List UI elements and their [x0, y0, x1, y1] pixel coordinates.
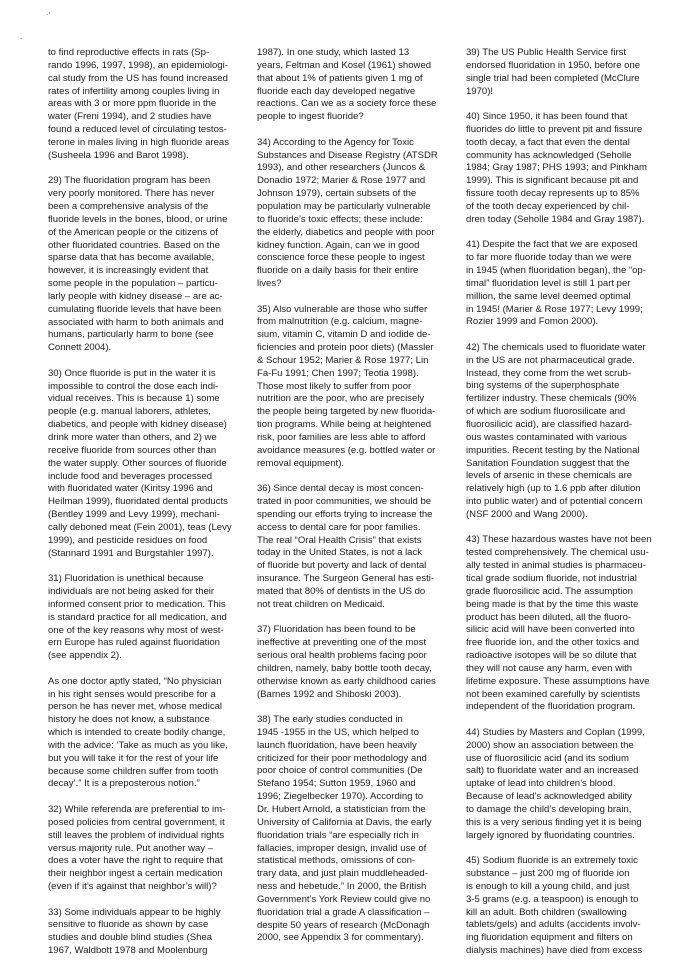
paragraph: 43) These hazardous wastes have not been tested comprehensively. The chemical usu- ally tested in animal studies is pharmaceu- tical grade sodium fluoride, not industrial grade fluorosilicic acid. The assumption being made is that by the time this waste product has been diluted, all the fluoro- silicic acid will have been converted into free fluoride ion, and the other toxics and radioactive isotopes will be so dilute that they will not cause any harm, even with lifetime exposure. These assumptions have not been examined carefully by scientists independent of the fluoridation program. [466, 534, 652, 713]
paragraph: 30) Once fluoride is put in the water it is impossible to control the dose each indi- vidual receives. This is because 1) some people (e.g. manual laborers, athletes, diabetics, and people with kidney disease) drink more water than others, and 2) we receive fluoride from sources other than the water supply. Other sources of fluoride include food and beverages processed with fluoridated water (Kiritsy 1996 and Heilman 1999), fluoridated dental products (Bentley 1999 and Levy 1999), mechani- cally deboned meat (Fein 2001), teas (Levy 1999), and pesticide residues on food (Stannard 1991 and Burgstahler 1997). [48, 367, 232, 559]
paragraph: 1987). In one study, which lasted 13 years, Feltman and Kosel (1961) showed that about 1% of patients given 1 mg of fluoride each day developed negative reactions. Can we as a society force these people to ingest fluoride? [257, 47, 437, 123]
paragraph: 32) While referenda are preferential to im- posed policies from central government, it still leaves the problem of individual rights versus majority rule. Put another way – does a voter have the right to require that their neighbor ingest a certain medication (even if it’s against that neighbor’s will)? [48, 804, 226, 893]
paragraph: 40) Since 1950, it has been found that fluorides do little to prevent pit and fissure tooth decay, a fact that even the dental community has acknowledged (Seholle 1984; Gray 1987; PHS 1993; and Pinkham 1999). This is significant because pit and fissure tooth decay represents up to 85% of the tooth decay experienced by chil- dren today (Seholle 1984 and Gray 1987). [466, 111, 647, 225]
page-mark-left: · [20, 35, 23, 43]
paragraph: 31) Fluoridation is unethical because individuals are not being asked for their informed consent prior to medication. This is standard practice for all medication, and one of the key reasons why most of west- ern Europe has ruled against fluoridation (see appendix 2). [48, 573, 227, 662]
paragraph: 45) Sodium fluoride is an extremely toxic substance – just 200 mg of fluoride ion is enough to kill a young child, and just 3-5 grams (e.g. a teaspoon) is enough to kill an adult. Both children (swallowing tablets/gels) and adults (accidents involv- ing fluoridation equipment and filters on dialysis machines) have died from excess [466, 855, 643, 957]
paragraph: 33) Some individuals appear to be highly sensitive to fluoride as shown by case studies and double blind studies (Shea 1967, Waldbott 1978 and Moolenburg [48, 906, 221, 957]
paragraph: 44) Studies by Masters and Coplan (1999, 2000) show an association between the use of fluorosilicic acid (and its sodium salt) to fluoridate water and an increased uptake of lead into children’s blood. Because of lead’s acknowledged ability to damage the child’s developing brain, this is a very serious finding yet it is being largely ignored by fluoridating countries. [466, 726, 645, 841]
paragraph: 42) The chemicals used to fluoridate water in the US are not pharmaceutical grade. Instead, they come from the wet scrub- bing systems of the superphosphate fertilizer industry. These chemicals (90% of which are sodium fluorosilicate and fluorosilicic acid), are classified hazard- ous wastes contaminated with various impurities. Recent testing by the National Sanitation Foundation suggest that the levels of arsenic in these chemicals are relatively high (up to 1.6 ppb after dilution into public water) and of potential concern (NSF 2000 and Wang 2000). [466, 341, 646, 520]
paragraph: 41) Despite the fact that we are exposed to far more fluoride today than we were in 1945 (when fluoridation began), the “op- timal” fluoridation level is still 1 part per million, the same level deemed optimal in 1945! (Marier & Rose 1977; Levy 1999; Rozier 1999 and Fomon 2000). [466, 239, 646, 328]
paragraph: to find reproductive effects in rats (Sp- rando 1996, 1997, 1998), an epidemiologi- cal study from the US has found increased rates of infertility among couples living in areas with 3 or more ppm fluoride in the water (Freni 1994), and 2 studies have found a reduced level of circulating testos- terone in males living in high fluoride areas (Susheela 1996 and Barot 1998). [48, 47, 229, 161]
text-column-3 [466, 47, 659, 971]
paragraph: 39) The US Public Health Service first endorsed fluoridation in 1950, before one single trial had been completed (McClure 1970)! [466, 47, 641, 97]
page-mark-top: ·' [46, 11, 51, 19]
paragraph: 29) The fluoridation program has been very poorly monitored. There has never been a comprehensive analysis of the fluoride levels in the bones, blood, or urine of the American people or the citizens of other fluoridated countries. Based on the sparse data that has become available, however, it is increasingly evident that some people in the population – particu- larly people with kidney disease – are ac- cumulating fluoride levels that have been associated with harm to both animals and humans, particularly harm to bone (see Connett 2004). [48, 175, 228, 354]
paragraph: 35) Also vulnerable are those who suffer from malnutrition (e.g. calcium, magne- sium, vitamin C, vitamin D and iodide de- ficiencies and protein poor diets) (Massler & Schour 1952; Marier & Rose 1977; Lin Fa-Fu 1991; Chen 1997; Teotia 1998). Those most likely to suffer from poor nutrition are the poor, who are precisely the people being targeted by new fluorida- tion programs. While being at heightened risk, poor families are less able to afford avoidance measures (e.g. bottled water or removal equipment). [257, 303, 436, 469]
paragraph: 37) Fluoridation has been found to be ineffective at preventing one of the most serious oral health problems facing poor children, namely, baby bottle tooth decay, otherwise known as early childhood caries (Barnes 1992 and Shiboski 2003). [257, 624, 436, 700]
text-column-2 [257, 47, 450, 958]
paragraph: 36) Since dental decay is most concen- trated in poor communities, we should be spending our efforts trying to increase the access to dental care for poor families. The real “Oral Health Crisis” that exists today in the United States, is not a lack of fluoride but poverty and lack of dental insurance. The Surgeon General has esti- mated that 80% of dentists in the US do not treat children on Medicaid. [257, 483, 435, 610]
paragraph: 34) According to the Agency for Toxic Substances and Disease Registry (ATSDR 1993), and other researchers (Juncos & Donadio 1972; Marier & Rose 1977 and Johnson 1979), certain subsets of the population may be particularly vulnerable to fluoride’s toxic effects; these include: the elderly, diabetics and people with poor kidney function. Again, can we in good conscience force these people to ingest fluoride on a daily basis for their entire lives? [257, 136, 438, 290]
paragraph: As one doctor aptly stated, “No physician in his right senses would prescribe for a person he has never met, whose medical history he does not know, a substance which is intended to create bodily change, with the advice: ‘Take as much as you like, but you will take it for the rest of your life because some children suffer from tooth decay’.” It is a preposterous notion.” [48, 675, 228, 790]
paragraph: 38) The early studies conducted in 1945 -1955 in the US, which helped to launch fluoridation, have been heavily criticized for their poor methodology and poor choice of control communities (De Stefano 1954; Sutton 1959, 1960 and 1996; Ziegelbecker 1970). According to Dr. Hubert Arnold, a statistician from the University of California at Davis, the early fluoridation trials “are especially rich in fallacies, improper design, invalid use of statistical methods, omissions of con- trary data, and just plain muddleheaded- ness and hebetude.” In 2000, the British Government’s York Review could give no fluoridation trial a grade A classification – despite 50 years of research (McDonagh 2000, see Appendix 3 for commentary). [257, 714, 432, 944]
text-column-1 [48, 47, 241, 971]
